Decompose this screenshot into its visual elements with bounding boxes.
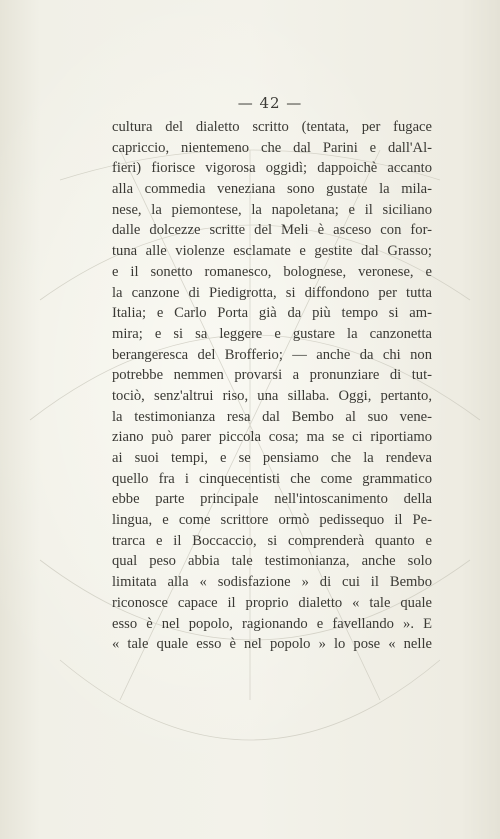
text-line: tuna alle violenze esclamate e gestite dal Grasso; [112, 243, 432, 260]
text-line: lingua, e come scrittore ormò pedissequo il Pe- [112, 512, 432, 529]
text-line: esso è nel popolo, ragionando e favellando ». E [112, 615, 432, 632]
text-line: alla commedia veneziana sono gustate la mila- [112, 181, 432, 198]
text-line: dalle dolcezze scritte del Meli è asceso con for- [112, 222, 432, 239]
text-line: ai suoi tempi, e se pensiamo che la rendeva [112, 450, 432, 466]
text-line: ziano può parer piccola cosa; ma se ci riportiamo [112, 429, 432, 446]
text-line: la canzone di Piedigrotta, si diffondono per tutta [112, 284, 432, 301]
text-line: berangeresca del Brofferio; — anche da chi non [112, 346, 432, 363]
page-number: — 42 — [237, 94, 303, 112]
text-line: quello fra i cinquecentisti che come grammatico [112, 470, 432, 487]
text-line: potrebbe nemmen provarsi a pronunziare di tut- [112, 367, 432, 384]
text-line: cultura del dialetto scritto (tentata, per fugace [112, 119, 432, 135]
text-line: qual peso abbia tale testimonianza, anche solo [112, 553, 432, 570]
text-line: trarca e il Boccaccio, si comprenderà quanto e [112, 532, 432, 549]
text-line: nese, la piemontese, la napoletana; e il siciliano [112, 201, 432, 218]
text-line: Italia; e Carlo Porta già da più tempo si am- [112, 305, 432, 322]
text-line: « tale quale esso è nel popolo » lo pose « nelle [112, 636, 432, 653]
text-line: mira; e si sa leggere e gustare la canzonetta [112, 325, 432, 342]
text-line: tociò, senz'altrui riso, una sillaba. Oggi, pertanto, [112, 387, 432, 404]
text-line: e il sonetto romanesco, bolognese, veronese, e [112, 263, 432, 280]
text-line: riconosce capace il proprio dialetto « tale quale [112, 594, 432, 611]
body-text [112, 117, 432, 655]
text-line: ebbe parte principale nell'intoscanimento della [112, 491, 432, 508]
text-line: fieri) fiorisce vigorosa oggidì; dappoichè accanto [112, 160, 432, 177]
text-line: la testimonianza resa dal Bembo al suo vene- [112, 408, 432, 425]
text-line: capriccio, nientemeno che dal Parini e dall'Al- [112, 139, 432, 156]
text-line: limitata alla « sodisfazione » di cui il Bembo [112, 574, 432, 591]
